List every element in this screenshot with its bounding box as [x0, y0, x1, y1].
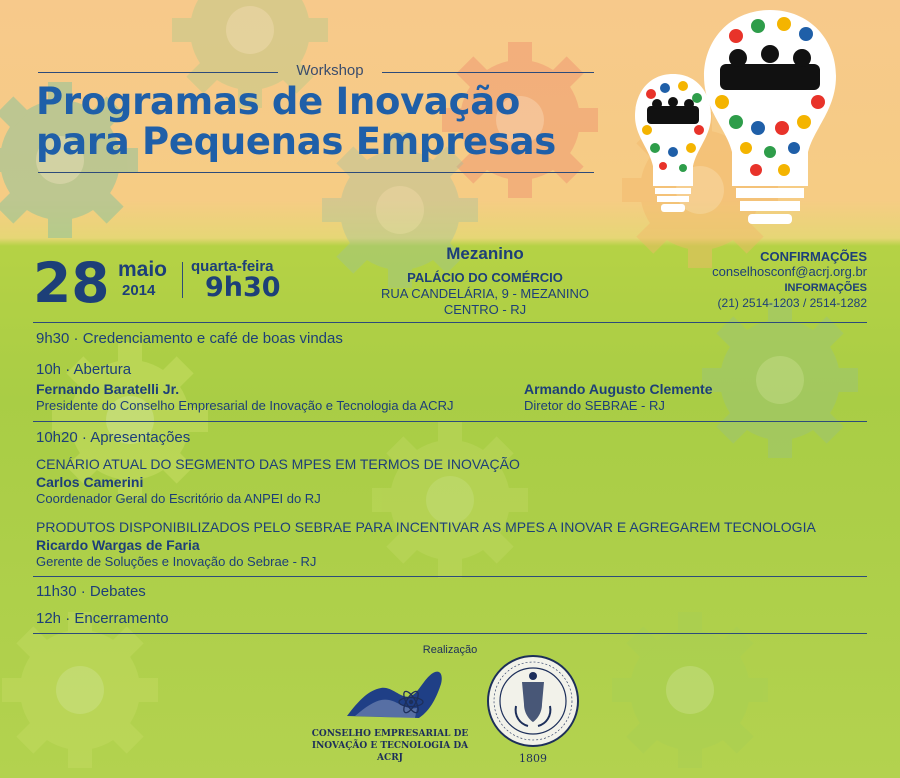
- agenda-item-debates: 11h30 · Debates: [36, 583, 146, 600]
- speaker-1-name: Fernando Baratelli Jr.: [36, 381, 180, 397]
- title-line-1: Programas de Inovação: [36, 80, 521, 123]
- topic-2: PRODUTOS DISPONIBILIZADOS PELO SEBRAE PARA INCENTIVAR AS MPES A INOVAR E AGREGAREM TECNOLOGIA: [36, 519, 816, 535]
- logo-caption-line-2: INOVAÇÃO E TECNOLOGIA DA ACRJ: [311, 741, 469, 763]
- topic-1: CENÁRIO ATUAL DO SEGMENTO DAS MPES EM TERMOS DE INOVAÇÃO: [36, 456, 520, 472]
- info-label: INFORMAÇÕES: [784, 282, 867, 294]
- footer-label: Realização: [422, 644, 478, 656]
- speaker-3-name: Carlos Camerini: [36, 474, 144, 490]
- workshop-label: Workshop: [296, 62, 364, 79]
- section-rule-1: [33, 322, 867, 323]
- venue-heading: Mezanino: [446, 244, 524, 263]
- speaker-2-role: Diretor do SEBRAE - RJ: [524, 398, 665, 413]
- speaker-4-name: Ricardo Wargas de Faria: [36, 537, 200, 553]
- section-rule-2: [33, 421, 867, 422]
- agenda-item-apresentacoes: 10h20 · Apresentações: [36, 429, 191, 446]
- venue-street: RUA CANDELÁRIA, 9 - MEZANINO: [380, 286, 590, 301]
- confirm-label: CONFIRMAÇÕES: [760, 249, 867, 264]
- section-rule-4: [33, 633, 867, 634]
- event-year: 2014: [122, 282, 156, 299]
- seal-year: 1809: [519, 752, 547, 765]
- speaker-1-role: Presidente do Conselho Empresarial de Inovação e Tecnologia da ACRJ: [36, 398, 454, 413]
- atom-icon: [397, 688, 425, 716]
- event-weekday: quarta-feira: [191, 258, 274, 275]
- speaker-4-role: Gerente de Soluções e Inovação do Sebrae - RJ: [36, 554, 317, 569]
- logo-caption-line-1: CONSELHO EMPRESARIAL DE: [311, 729, 469, 739]
- event-time: 9h30: [205, 272, 281, 303]
- speaker-3-role: Coordenador Geral do Escritório da ANPEI do RJ: [36, 491, 321, 506]
- confirm-email[interactable]: conselhosconf@acrj.org.br: [712, 264, 867, 279]
- header-rule-top-left: [38, 72, 278, 73]
- agenda-item-encerramento: 12h · Encerramento: [36, 610, 169, 627]
- header-rule-top-right: [382, 72, 594, 73]
- agenda-item-credenciamento: 9h30 · Credenciamento e café de boas vindas: [36, 330, 343, 347]
- mountain-logo-icon: [345, 666, 445, 722]
- date-separator: [182, 262, 183, 298]
- seal-emblem-icon: [486, 654, 580, 748]
- venue-district: CENTRO - RJ: [443, 302, 527, 317]
- section-rule-3: [33, 576, 867, 577]
- event-month: maio: [118, 258, 168, 281]
- lightbulb-gears-icon: [700, 6, 840, 228]
- agenda-item-abertura: 10h · Abertura: [36, 361, 132, 378]
- event-day: 28: [33, 251, 110, 315]
- header-rule-bottom: [38, 172, 594, 173]
- info-phones: (21) 2514-1203 / 2514-1282: [717, 296, 867, 310]
- speaker-2-name: Armando Augusto Clemente: [524, 381, 713, 397]
- venue-building: PALÁCIO DO COMÉRCIO: [407, 270, 563, 285]
- title-line-2: para Pequenas Empresas: [36, 120, 556, 163]
